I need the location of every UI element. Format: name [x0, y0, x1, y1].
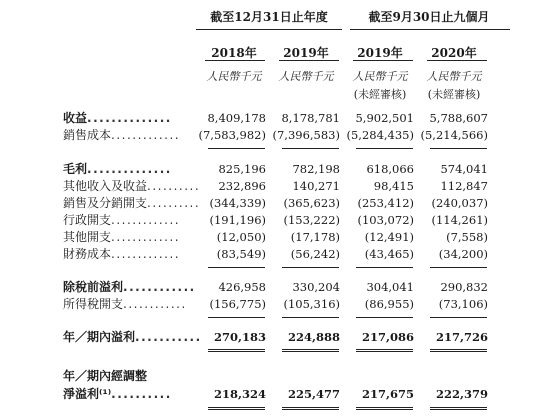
row-value: (7,396,583) [272, 128, 340, 142]
row-label: 財務成本............. [63, 247, 181, 261]
table-row [0, 127, 550, 144]
total-double-rule [208, 407, 265, 410]
row-value: (153,222) [283, 213, 340, 227]
subtotal-rule [430, 317, 487, 318]
total-double-rule [430, 407, 487, 410]
row-label: 其他收入及收益.......... [63, 179, 201, 193]
year-header: 2019年 [283, 46, 329, 60]
subtotal-rule [208, 317, 265, 318]
table-row [0, 296, 550, 313]
year-header: 2019年 [357, 46, 403, 60]
row-value: (5,284,435) [346, 128, 414, 142]
subtotal-rule [430, 148, 487, 149]
row-value: (12,050) [216, 230, 266, 244]
period-header-nine-months-rule [350, 29, 510, 30]
row-value: (103,072) [357, 213, 414, 227]
unaudited-label: (未經審核) [353, 88, 407, 101]
period-header-nine-months: 截至9月30日止九個月 [368, 10, 490, 24]
row-value: (73,106) [438, 297, 488, 311]
row-value: 618,066 [366, 162, 414, 176]
subtotal-rule [208, 267, 265, 268]
table-row [0, 246, 550, 263]
row-value: 217,675 [361, 387, 414, 401]
row-value: (12,491) [364, 230, 414, 244]
row-value: (43,465) [364, 247, 414, 261]
total-double-rule [208, 349, 265, 352]
row-value: 5,788,607 [429, 111, 488, 125]
row-value: (191,196) [209, 213, 266, 227]
unit-label: 人民幣千元 [206, 70, 262, 83]
row-value: 5,902,501 [355, 111, 414, 125]
subtotal-rule [356, 317, 413, 318]
row-label: 毛利.............. [63, 162, 172, 176]
row-value: 217,726 [435, 330, 488, 344]
row-value: (156,775) [209, 297, 266, 311]
year-rule [279, 60, 339, 61]
row-value: 8,409,178 [207, 111, 266, 125]
row-label: 銷售成本............. [63, 128, 181, 142]
table-row [0, 178, 550, 195]
row-value: 426,958 [218, 280, 266, 294]
table-row [0, 212, 550, 229]
row-value: 330,204 [292, 280, 340, 294]
subtotal-rule [208, 148, 265, 149]
row-label: 除稅前溢利............ [63, 280, 196, 294]
row-value: (5,214,566) [420, 128, 488, 142]
table-row [0, 279, 550, 296]
unit-label: 人民幣千元 [426, 70, 482, 83]
row-label: 其他開支............. [63, 230, 181, 244]
row-value: (365,623) [283, 196, 340, 210]
total-double-rule [282, 407, 339, 410]
row-value: 98,415 [373, 179, 414, 193]
row-value: (114,261) [431, 213, 488, 227]
row-value: 304,041 [366, 280, 414, 294]
row-label: 年／期內經調整 [63, 369, 148, 383]
table-row [0, 368, 550, 385]
row-value: 782,198 [292, 162, 340, 176]
row-label: 銷售及分銷開支.......... [63, 196, 201, 210]
subtotal-rule [282, 148, 339, 149]
row-value: (240,037) [431, 196, 488, 210]
subtotal-rule [356, 148, 413, 149]
unit-label: 人民幣千元 [278, 70, 334, 83]
table-row [0, 110, 550, 127]
year-rule [353, 60, 413, 61]
row-value: (253,412) [357, 196, 414, 210]
row-label: 所得稅開支............ [63, 297, 187, 311]
row-value: (7,558) [446, 230, 488, 244]
row-value: (7,583,982) [198, 128, 266, 142]
unaudited-label: (未經審核) [427, 88, 481, 101]
row-value: 140,271 [292, 179, 340, 193]
row-value: 112,847 [440, 179, 488, 193]
row-value: (34,200) [438, 247, 488, 261]
row-value: 224,888 [287, 330, 340, 344]
period-header-fy-rule [196, 29, 342, 30]
total-double-rule [430, 349, 487, 352]
row-label: 年／期內溢利........... [63, 330, 202, 344]
year-header: 2018年 [211, 46, 257, 60]
subtotal-rule [430, 267, 487, 268]
subtotal-rule [282, 267, 339, 268]
row-value: 217,086 [361, 330, 414, 344]
row-value: 232,896 [218, 179, 266, 193]
row-label: 行政開支............. [63, 213, 181, 227]
row-value: (344,339) [209, 196, 266, 210]
table-row [0, 161, 550, 178]
table-row [0, 195, 550, 212]
row-value: 225,477 [287, 387, 340, 401]
row-value: (83,549) [216, 247, 266, 261]
row-value: 218,324 [213, 387, 266, 401]
row-value: 290,832 [440, 280, 488, 294]
row-value: (17,178) [290, 230, 340, 244]
total-double-rule [356, 407, 413, 410]
total-double-rule [356, 349, 413, 352]
subtotal-rule [356, 267, 413, 268]
row-value: 8,178,781 [281, 111, 340, 125]
table-row [0, 386, 550, 403]
period-header-fy: 截至12月31日止年度 [210, 10, 328, 24]
subtotal-rule [282, 317, 339, 318]
row-value: (105,316) [283, 297, 340, 311]
table-row [0, 229, 550, 246]
year-rule [205, 60, 265, 61]
row-value: (56,242) [290, 247, 340, 261]
row-value: (86,955) [364, 297, 414, 311]
year-header: 2020年 [431, 46, 477, 60]
row-value: 222,379 [435, 387, 488, 401]
unit-label: 人民幣千元 [352, 70, 408, 83]
row-value: 825,196 [218, 162, 266, 176]
row-value: 574,041 [440, 162, 488, 176]
row-label: 淨溢利⁽¹⁾.......... [63, 387, 172, 401]
row-value: 270,183 [213, 330, 266, 344]
total-double-rule [282, 349, 339, 352]
row-label: 收益.............. [63, 111, 172, 125]
table-row [0, 329, 550, 346]
year-rule [427, 60, 487, 61]
